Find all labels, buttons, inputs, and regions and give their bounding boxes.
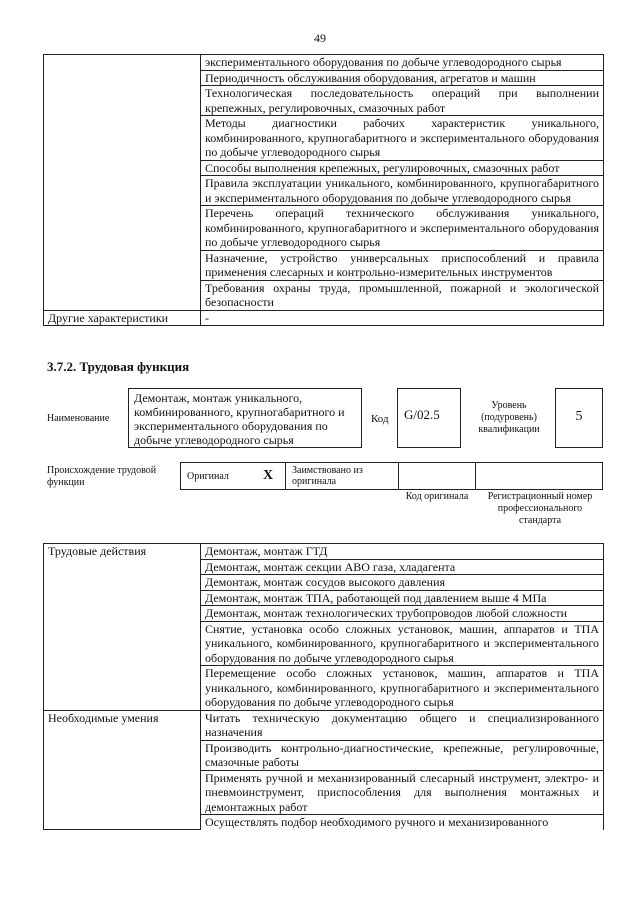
- original-label: Оригинал: [187, 471, 229, 482]
- code-label: Код: [371, 413, 389, 425]
- function-name-box: Демонтаж, монтаж уникального, комбинированного, крупногабаритного и экспериментального оборудования по добыче углеводородного сырья: [128, 388, 362, 448]
- section-title: 3.7.2. Трудовая функция: [47, 359, 190, 374]
- table-label-cell: Другие характеристики: [44, 310, 201, 326]
- name-label: Наименование: [47, 413, 110, 424]
- origin-code-cell: [398, 462, 476, 490]
- table-cell: Демонтаж, монтаж ТПА, работающей под давлением выше 4 МПа: [201, 590, 604, 606]
- origin-code-caption: Код оригинала: [405, 491, 469, 502]
- table-cell: Демонтаж, монтаж секции АВО газа, хладагента: [201, 559, 604, 575]
- table-cell: Правила эксплуатации уникального, комбинированного, крупногабаритного и экспериментального оборудования по добыче углеводородного сырья: [201, 176, 604, 206]
- table-cell: Читать техническую документацию общего и специализированного назначения: [201, 710, 604, 740]
- table-cell: Демонтаж, монтаж сосудов высокого давления: [201, 575, 604, 591]
- table-cell: Демонтаж, монтаж технологических трубопроводов любой сложности: [201, 606, 604, 622]
- table-cell: Осуществлять подбор необходимого ручного и механизированного: [201, 815, 604, 830]
- table-cell: Производить контрольно-диагностические, крепежные, регулировочные, смазочные работы: [201, 740, 604, 770]
- reg-number-caption: Регистрационный номер профессионального стандарта: [487, 491, 593, 526]
- table-row: [44, 310, 604, 326]
- code-box: G/02.5: [397, 388, 461, 448]
- table-row: [44, 710, 604, 740]
- table-row: [44, 55, 604, 71]
- group-label-actions: Трудовые действия: [44, 544, 201, 711]
- level-box: 5: [555, 388, 603, 448]
- table-cell: Технологическая последовательность операций при выполнении крепежных, регулировочных, смазочных работ: [201, 86, 604, 116]
- level-label: Уровень (подуровень) квалификации: [478, 400, 540, 435]
- group-label-skills: Необходимые умения: [44, 710, 201, 830]
- table-cell: Методы диагностики рабочих характеристик уникального, комбинированного, крупногабаритного и экспериментального оборудования по добыче углеводородного сырья: [201, 116, 604, 161]
- table-row: [44, 544, 604, 560]
- actions-table: [43, 543, 604, 830]
- table-cell: Способы выполнения крепежных, регулировочных, смазочных работ: [201, 160, 604, 176]
- table-cell: Периодичность обслуживания оборудования, агрегатов и машин: [201, 70, 604, 86]
- table-cell: Перечень операций технического обслуживания уникального, комбинированного, крупногабаритного и экспериментального оборудования по добыче углеводородного сырья: [201, 206, 604, 251]
- table-cell: Применять ручной и механизированный слесарный инструмент, электро- и пневмоинструмент, приспособления для выполнения монтажных и демонтажных работ: [201, 770, 604, 815]
- reg-number-cell: [475, 462, 603, 490]
- table-cell: Демонтаж, монтаж ГТД: [201, 544, 604, 560]
- page-number: 49: [314, 31, 326, 45]
- origin-label: Происхождение трудовой функции: [47, 465, 157, 488]
- table-cell: -: [201, 310, 604, 326]
- knowledge-table: [43, 54, 604, 326]
- table-cell: Требования охраны труда, промышленной, пожарной и экологической безопасности: [201, 280, 604, 310]
- table-cell: Назначение, устройство универсальных приспособлений и правила применения слесарных и контрольно-измерительных инструментов: [201, 250, 604, 280]
- table-cell: Перемещение особо сложных установок, машин, аппаратов и ТПА уникального, комбинированного, крупногабаритного и экспериментального оборудования по добыче углеводородного сырья: [201, 666, 604, 711]
- table-label-cell: [44, 55, 201, 311]
- original-mark: X: [263, 468, 274, 483]
- table-cell: Снятие, установка особо сложных установок, машин, аппаратов и ТПА уникального, комбинированного, крупногабаритного и экспериментального оборудования по добыче углеводородного сырья: [201, 621, 604, 666]
- borrowed-label: Заимствовано из оригинала: [292, 465, 363, 487]
- table-cell: экспериментального оборудования по добыче углеводородного сырья: [201, 55, 604, 71]
